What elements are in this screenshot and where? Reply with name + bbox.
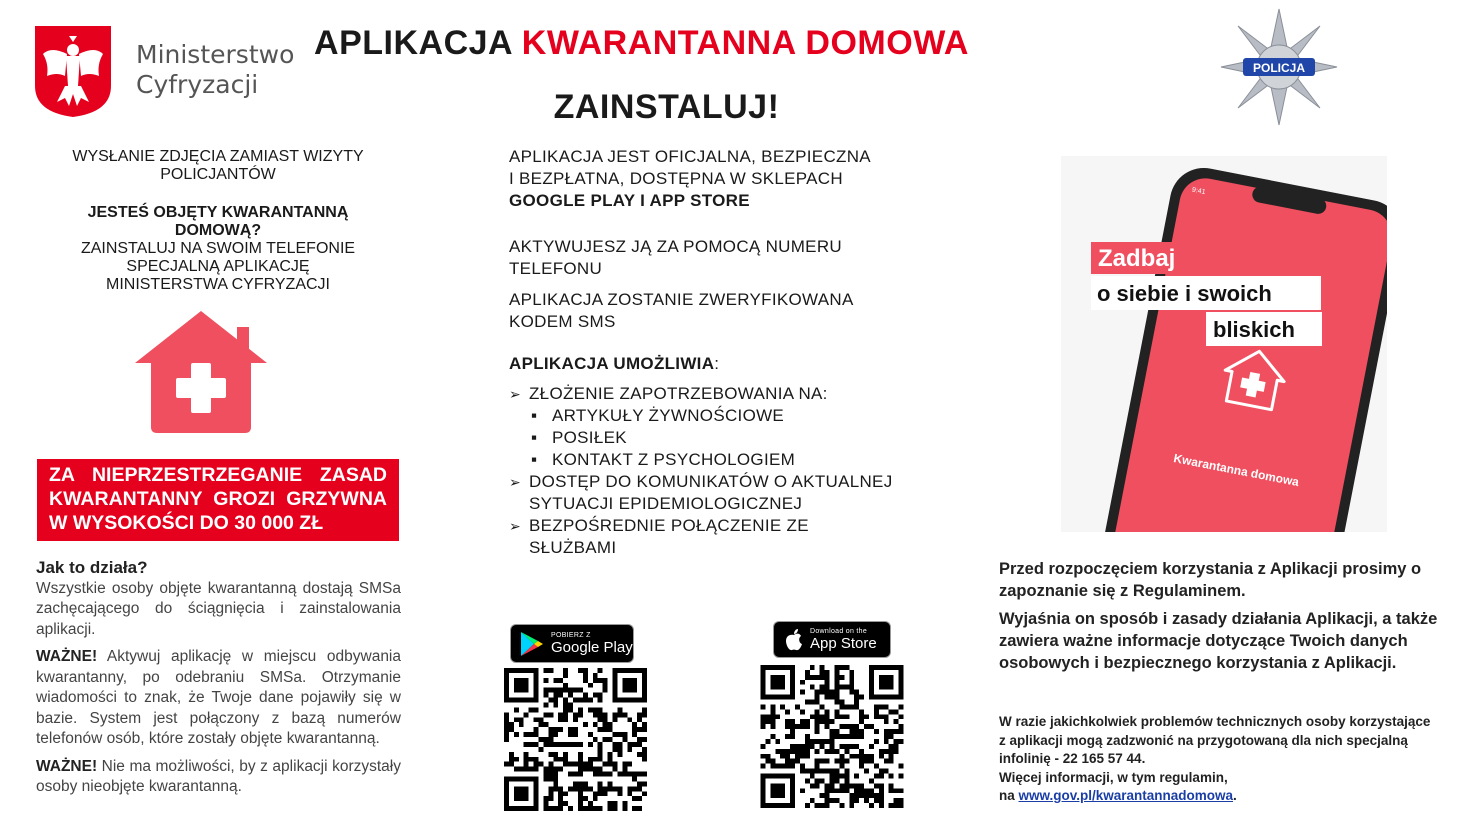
police-label: POLICJA: [1252, 61, 1306, 75]
apple-badge-big-text: App Store: [810, 634, 877, 652]
important-note-1: [36, 647, 401, 750]
verify-text: APLIKACJA ZOSTANIE ZWERYFIKOWANA KODEM SMS: [509, 290, 853, 331]
phone-banner-2: o siebie i swoich: [1097, 281, 1272, 306]
support-info: [999, 713, 1439, 806]
official-line1: APLIKACJA JEST OFICJALNA, BEZPIECZNA: [509, 147, 871, 166]
gov-website-link[interactable]: www.gov.pl/kwarantannadomowa: [1018, 788, 1234, 803]
fine-warning-banner: ZA NIEPRZESTRZEGANIE ZASAD KWARANTANNY GROZI GRZYWNA W WYSOKOŚCI DO 30 000 ZŁ: [37, 459, 399, 541]
page-subtitle: ZAINSTALUJ!: [553, 88, 780, 126]
app-store-badge[interactable]: [773, 621, 891, 658]
how-it-works: [36, 558, 401, 805]
feature-sub-item: ▪ ARTYKUŁY ŻYWNOŚCIOWE: [509, 405, 929, 427]
enables-label: APLIKACJA UMOŻLIWIA: [509, 354, 715, 373]
terms-para-1: Przed rozpoczęciem korzystania z Aplikacji prosimy o zapoznanie się z Regulaminem.: [999, 560, 1422, 600]
google-play-qr-code[interactable]: [504, 668, 647, 811]
quarantine-question: JESTEŚ OBJĘTY KWARANTANNĄ DOMOWĄ?: [87, 204, 349, 239]
intro-line2: POLICJANTÓW: [160, 166, 276, 183]
app-store-qr-code[interactable]: [758, 665, 906, 808]
ministry-line2: Cyfryzacji: [136, 70, 259, 99]
title-part1: APLIKACJA: [314, 24, 522, 62]
support-text: W razie jakichkolwiek problemów technicznych osoby korzystające z aplikacji mogą zadzwonić na przygotowaną dla nich specjalną infolinię - 22 165 57 44.: [999, 714, 1431, 766]
link-prefix: na: [999, 788, 1019, 803]
google-play-icon: [519, 630, 545, 658]
left-intro: [36, 148, 400, 294]
house-medical-icon: [133, 309, 269, 435]
apple-badge-small-text: Download on the: [810, 627, 868, 635]
how-title: Jak to działa?: [36, 558, 148, 577]
official-stores: GOOGLE PLAY I APP STORE: [509, 191, 750, 210]
apple-icon: [784, 628, 804, 652]
google-play-badge[interactable]: [510, 624, 634, 663]
features-list: [509, 383, 929, 559]
phone-time: 9:41: [1191, 186, 1206, 197]
terms-notice: [999, 558, 1439, 680]
ministry-line1: Ministerstwo: [136, 40, 295, 69]
police-star-logo: [1220, 8, 1338, 126]
middle-info: [509, 146, 929, 559]
activate-text: AKTYWUJESZ JĄ ZA POMOCĄ NUMERU TELEFONU: [509, 237, 842, 278]
more-info-text: Więcej informacji, w tym regulamin,: [999, 769, 1228, 785]
intro-line1: WYSŁANIE ZDJĘCIA ZAMIAST WIZYTY: [72, 148, 364, 165]
important-label-1: WAŻNE!: [36, 648, 98, 665]
how-text: Wszystkie osoby objęte kwarantanną dostają SMSa zachęcającego do ściągnięcia i zainstalowania aplikacji.: [36, 579, 401, 638]
feature-sub-item: ▪ POSIŁEK: [509, 427, 929, 449]
terms-para-2: Wyjaśnia on sposób i zasady działania Aplikacji, a także zawiera ważne informacje dotyczące Twoich danych osobowych i bezpiecznego korzystania z Aplikacji.: [999, 610, 1438, 672]
google-badge-big-text: Google Play: [551, 638, 633, 656]
enables-colon: :: [714, 354, 720, 373]
google-badge-small-text: POBIERZ Z: [551, 631, 591, 639]
feature-item-2: ➢ DOSTĘP DO KOMUNIKATÓW O AKTUALNEJ SYTUACJI EPIDEMIOLOGICZNEJ: [509, 471, 919, 515]
important-label-2: WAŻNE!: [36, 757, 98, 775]
phone-banner-3: bliskich: [1213, 317, 1295, 342]
phone-illustration: [1061, 156, 1387, 532]
important-note-2: [36, 757, 401, 798]
phone-app-name: Kwarantanna domowa: [1172, 451, 1301, 490]
feature-sub-item: ▪ KONTAKT Z PSYCHOLOGIEM: [509, 449, 929, 471]
phone-banner-1: Zadbaj: [1098, 245, 1176, 272]
important-text-2: Nie ma możliwości, by z aplikacji korzystały osoby nieobjęte kwarantanną.: [36, 757, 401, 795]
official-line2: I BEZPŁATNA, DOSTĘPNA W SKLEPACH: [509, 169, 843, 188]
important-text-1: Aktywuj aplikację w miejscu odbywania kwarantanny, po odebraniu SMSa. Otrzymanie wiadomości to znak, że Twoje dane pojawiły się w bazie. System jest połączony z bazą numerów telefonów osób, które zostały objęte kwarantanną.: [36, 648, 401, 747]
link-suffix: .: [1233, 788, 1237, 803]
install-instruction: ZAINSTALUJ NA SWOIM TELEFONIE SPECJALNĄ APLIKACJĘ MINISTERSTWA CYFRYZACJI: [80, 240, 356, 293]
title-part2: KWARANTANNA DOMOWA: [521, 24, 969, 62]
feature-item-1: ➢ ZŁOŻENIE ZAPOTRZEBOWANIA NA:: [509, 383, 929, 405]
feature-item-3: ➢ BEZPOŚREDNIE POŁĄCZENIE ZE SŁUŻBAMI: [509, 515, 839, 559]
